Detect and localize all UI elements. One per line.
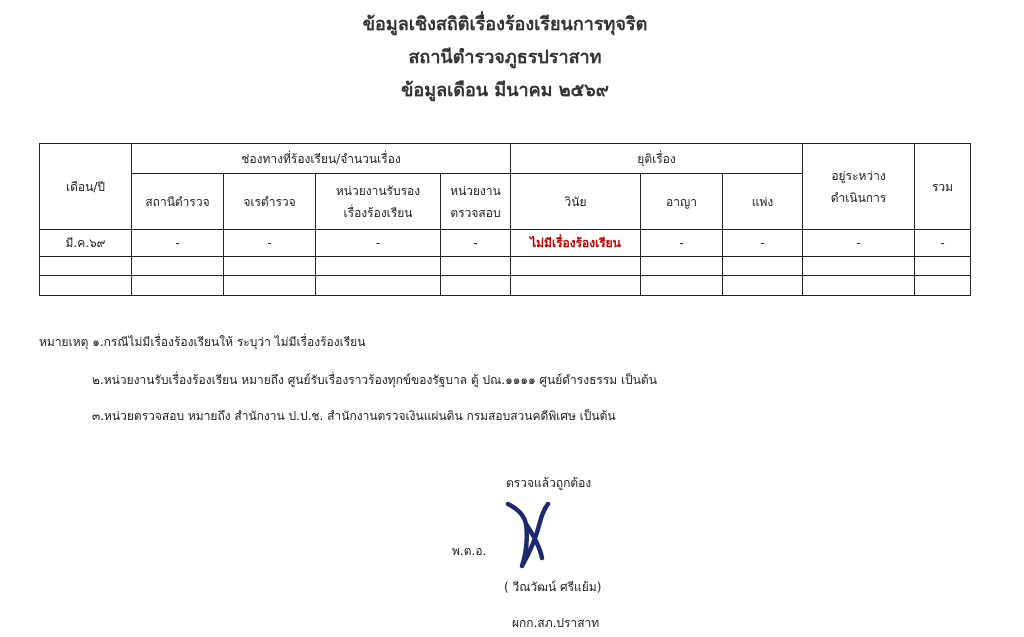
- note-2: ๒.หน่วยงานรับเรื่องร้องเรียน หมายถึง ศูนย์รับเรื่องราวร้องทุกข์ของรัฐบาล ตู้ ปณ.๑๑๑๑ ศูนย์ดำรงธรรม เป็นต้น: [92, 373, 657, 387]
- cell-criminal: -: [641, 230, 723, 257]
- cell-in-progress: -: [803, 230, 915, 257]
- title-line-3: ข้อมูลเดือน มีนาคม ๒๕๖๙: [401, 80, 609, 101]
- header-receiving-line-1: หน่วยงานรับรอง: [335, 183, 421, 198]
- table-row-empty: [40, 257, 971, 276]
- title-line-2: สถานีตำรวจภูธรปราสาท: [408, 47, 602, 68]
- header-receiving-line-2: เรื่องร้องเรียน: [343, 205, 413, 220]
- note-3: ๓.หน่วยตรวจสอบ หมายถึง สำนักงาน ป.ป.ช. สำนักงานตรวจเงินแผ่นดิน กรมสอบสวนคดีพิเศษ เป็นต้น: [92, 409, 616, 423]
- header-station: สถานีตำรวจ: [132, 174, 224, 230]
- header-month: เดือน/ปี: [40, 144, 132, 230]
- header-receiving-agency: [316, 174, 441, 230]
- cell-total: -: [915, 230, 971, 257]
- header-finished: ยุติเรื่อง: [511, 144, 803, 174]
- document-header: [0, 8, 1010, 107]
- header-in-progress-line-1: อยู่ระหว่าง: [831, 168, 886, 183]
- verified-label: ตรวจแล้วถูกต้อง: [506, 476, 592, 490]
- header-audit-line-1: หน่วยงาน: [450, 183, 501, 198]
- header-criminal: อาญา: [641, 174, 723, 230]
- cell-audit-agency: -: [441, 230, 511, 257]
- header-channels: ช่องทางที่ร้องเรียน/จำนวนเรื่อง: [132, 144, 511, 174]
- header-total: รวม: [915, 144, 971, 230]
- table-row-empty: [40, 276, 971, 296]
- header-police-inspector: จเรตำรวจ: [224, 174, 316, 230]
- title-line-1: ข้อมูลเชิงสถิติเรื่องร้องเรียนการทุจริต: [362, 14, 648, 35]
- header-in-progress: [803, 144, 915, 230]
- header-discipline: วินัย: [511, 174, 641, 230]
- handwritten-signature: [500, 498, 556, 570]
- rank-label: พ.ต.อ.: [452, 544, 487, 558]
- cell-civil: -: [723, 230, 803, 257]
- cell-station: -: [132, 230, 224, 257]
- cell-police-inspector: -: [224, 230, 316, 257]
- cell-receiving-agency: -: [316, 230, 441, 257]
- complaint-statistics-table: [39, 143, 971, 296]
- header-civil: แพ่ง: [723, 174, 803, 230]
- signer-name: ( วีณวัฒน์ ศรีแย้ม): [504, 580, 602, 594]
- header-audit-agency: [441, 174, 511, 230]
- cell-discipline: ไม่มีเรื่องร้องเรียน: [511, 230, 641, 257]
- header-audit-line-2: ตรวจสอบ: [450, 205, 501, 220]
- signer-position: ผกก.สภ.ปราสาท: [512, 616, 600, 630]
- cell-month: มี.ค.๖๙: [40, 230, 132, 257]
- header-in-progress-line-2: ดำเนินการ: [830, 190, 887, 205]
- note-1: หมายเหตุ ๑.กรณีไม่มีเรื่องร้องเรียนให้ ระบุว่า ไม่มีเรื่องร้องเรียน: [39, 335, 366, 349]
- table-row: [40, 230, 971, 257]
